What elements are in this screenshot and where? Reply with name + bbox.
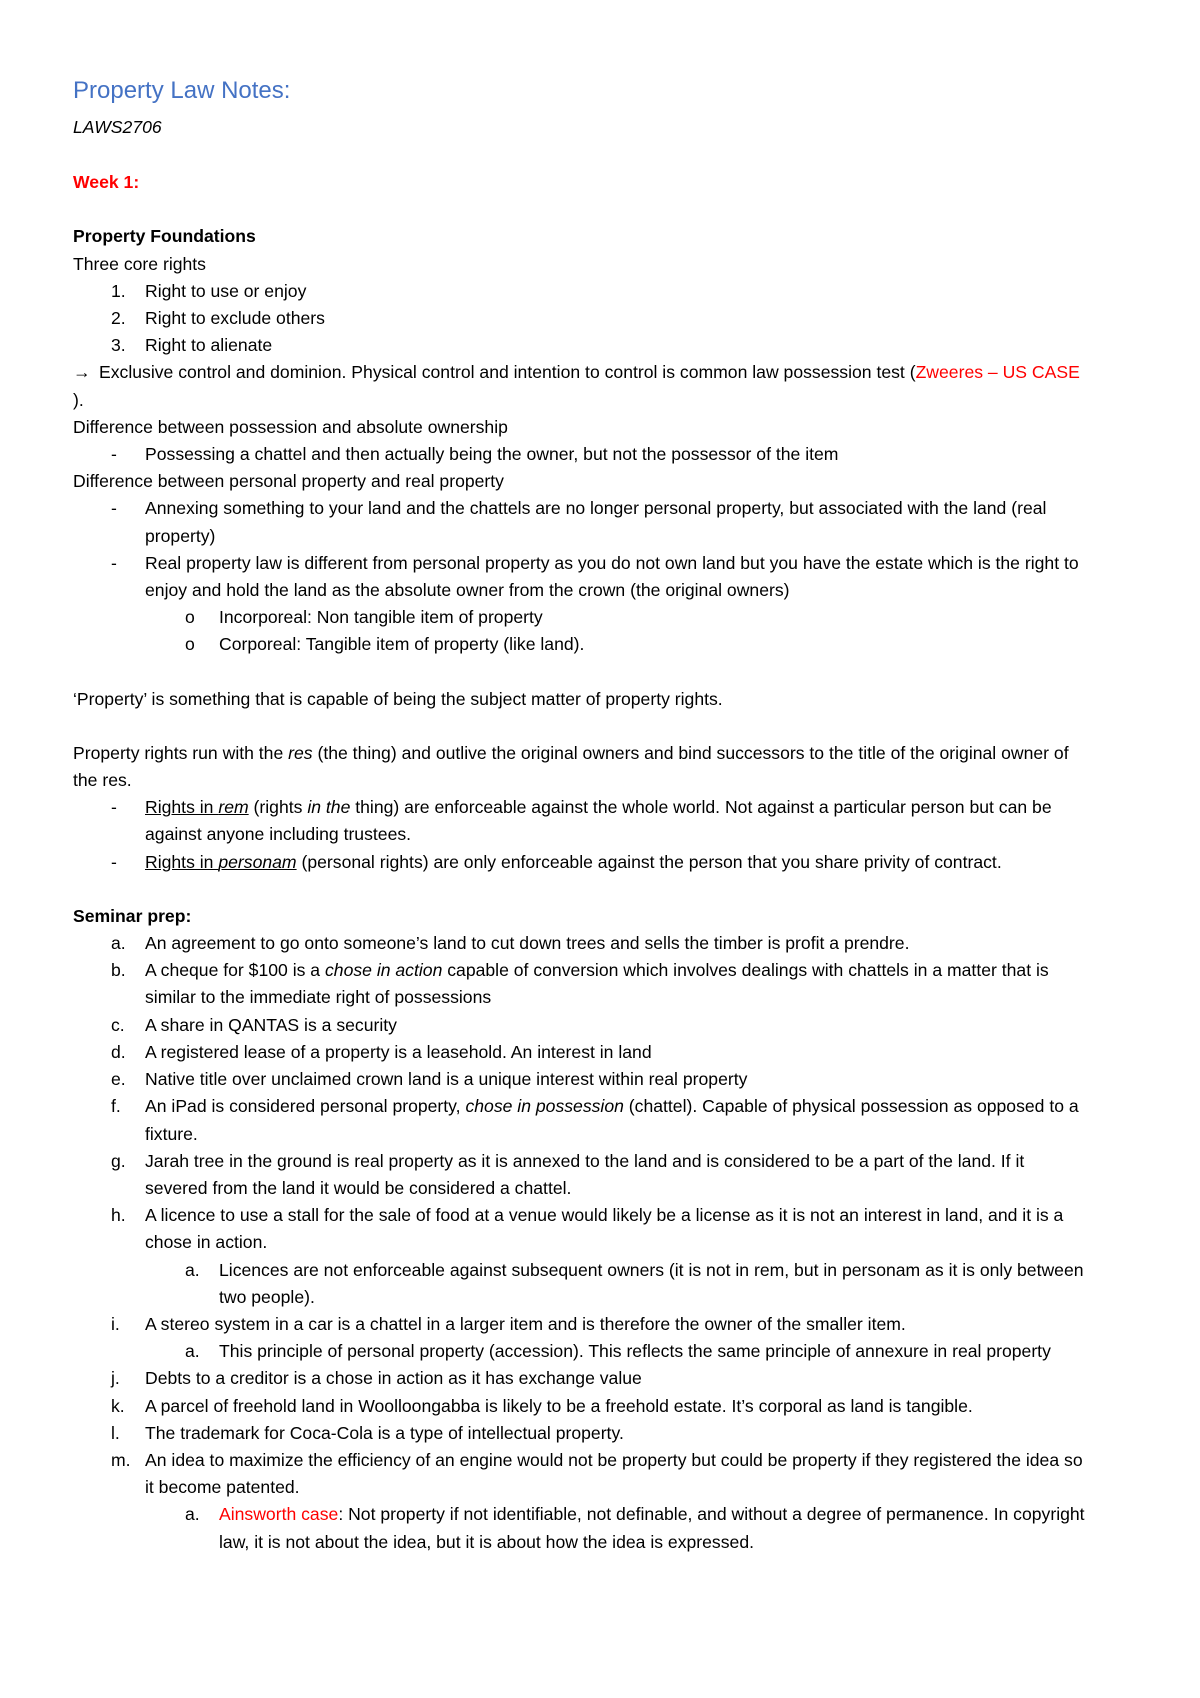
list-marker: - [111,498,117,519]
list-marker: i. [111,1313,120,1334]
possession-test-line [73,359,1090,413]
list-item [73,1066,1090,1093]
section-heading: Property Foundations [73,226,256,247]
paragraph-text: (the thing) and outlive the original owners and bind successors to the title of the original owner of the res. [73,742,1069,791]
list-marker: b. [111,960,126,981]
list-item-rights-in-rem [73,794,1090,848]
core-rights-list [73,278,1090,360]
list-item-text: A registered lease of a property is a leasehold. An interest in land [145,1041,652,1062]
list-item [73,1447,1090,1501]
list-item [73,957,1090,1011]
list-subitem [73,1501,1090,1555]
list-item-text: An iPad is considered personal property, [145,1096,466,1117]
list-item-text: Incorporeal: Non tangible item of property [219,607,543,628]
arrow-right-icon: → [73,362,91,383]
page-title: Property Law Notes: [73,77,291,104]
course-code: LAWS2706 [73,117,162,137]
list-marker: f. [111,1096,121,1117]
list-marker: e. [111,1069,126,1090]
possession-ownership-heading: Difference between possession and absolute ownership [73,416,508,437]
list-item-text: : Not property if not identifiable, not definable, and without a degree of permanence. In copyright law, it is not about the idea, but it is about how the idea is expressed. [219,1504,1085,1552]
list-item-text: Corporeal: Tangible item of property (like land). [219,634,585,655]
week-heading: Week 1: [73,172,140,193]
list-marker: - [111,797,117,818]
list-marker: 2. [111,308,126,329]
list-item [73,930,1090,957]
list-item-text: (rights [248,797,308,818]
list-marker: j. [111,1368,120,1389]
property-rights-paragraph [73,740,1090,794]
italic-term: in the [307,797,351,818]
list-item-text: (personal rights) are only enforceable against the person that you share privity of contract. [296,851,1002,872]
list-marker: l. [111,1422,120,1443]
list-marker: k. [111,1395,125,1416]
list-marker: a. [185,1341,200,1362]
list-item-text: A cheque for $100 is a [145,960,325,981]
possession-test-end: ). [73,389,84,410]
list-marker: g. [111,1150,126,1171]
underlined-italic-term: rem [218,797,249,818]
list-subitem [73,1338,1090,1365]
list-item-text: Debts to a creditor is a chose in action as it has exchange value [145,1368,642,1389]
list-item [73,1393,1090,1420]
list-marker: a. [185,1504,200,1525]
underlined-term: Rights in [145,851,219,872]
seminar-heading: Seminar prep: [73,905,192,926]
list-item [73,305,1090,332]
list-item-text: Right to use or enjoy [145,280,307,301]
personal-real-heading: Difference between personal property and real property [73,471,504,492]
list-item [73,278,1090,305]
list-item [73,441,1090,468]
core-rights-intro: Three core rights [73,253,206,274]
list-item [73,1012,1090,1039]
paragraph-text: Property rights run with the [73,742,289,763]
seminar-list [73,930,1090,1556]
list-item-text: Jarah tree in the ground is real property as it is annexed to the land and is considered to be a part of the land. If it severed from the land it would be considered a chattel. [145,1150,1025,1198]
list-marker: d. [111,1041,126,1062]
list-item [73,1093,1090,1147]
list-item-text: An agreement to go onto someone’s land to cut down trees and sells the timber is profit a prendre. [145,933,910,954]
list-marker: o [185,607,195,628]
list-subitem [73,604,1090,631]
list-marker: 3. [111,335,126,356]
list-item [73,1420,1090,1447]
list-item [73,1365,1090,1392]
list-marker: - [111,552,117,573]
list-item-text: This principle of personal property (accession). This reflects the same principle of annexure in real property [219,1341,1051,1362]
list-item-text: Licences are not enforceable against subsequent owners (it is not in rem, but in personam as it is only between two people). [219,1259,1084,1307]
list-item-text: Right to alienate [145,335,273,356]
list-item-text: Possessing a chattel and then actually being the owner, but not the possessor of the item [145,444,839,465]
list-item-text: Annexing something to your land and the chattels are no longer personal property, but associated with the land (real property) [145,498,1047,546]
possession-test-text: Exclusive control and dominion. Physical control and intention to control is common law possession test ( [99,362,916,383]
case-reference: Zweeres – US CASE [915,362,1080,383]
underlined-italic-term: personam [218,851,297,872]
list-marker: - [111,444,117,465]
underlined-term: Rights in [145,797,219,818]
list-item [73,332,1090,359]
list-marker: o [185,634,195,655]
list-item-text: Native title over unclaimed crown land is a unique interest within real property [145,1069,748,1090]
list-item-text: A licence to use a stall for the sale of food at a venue would likely be a license as it is not an interest in land, and it is a chose in action. [145,1205,1064,1253]
list-item-text: A parcel of freehold land in Woolloongabba is likely to be a freehold estate. It’s corporal as land is tangible. [145,1395,973,1416]
list-item-text: (chattel). Capable of physical possession as opposed to a fixture. [145,1096,1079,1144]
list-item [73,495,1090,549]
list-marker: a. [185,1259,200,1280]
list-item-text: thing) are enforceable against the whole world. Not against a particular person but can be against anyone including trustees. [145,797,1052,845]
list-item-text: Real property law is different from personal property as you do not own land but you have the estate which is the right to enjoy and hold the land as the absolute owner from the crown (the original owners) [145,552,1079,601]
list-item-text: The trademark for Coca-Cola is a type of intellectual property. [145,1422,624,1443]
case-reference: Ainsworth case [219,1504,339,1525]
list-item-rights-in-personam [73,849,1090,876]
list-item-text: A share in QANTAS is a security [145,1014,397,1035]
list-item [73,1202,1090,1256]
list-item [73,1311,1090,1338]
italic-term: res [288,742,313,763]
list-marker: c. [111,1014,125,1035]
italic-term: chose in possession [465,1096,624,1117]
list-subitem [73,631,1090,658]
list-marker: 1. [111,280,126,301]
property-definition: ‘Property’ is something that is capable of being the subject matter of property rights. [73,688,723,709]
list-item [73,1039,1090,1066]
italic-term: chose in action [324,960,443,981]
list-item-text: capable of conversion which involves dealings with chattels in a matter that is similar to the immediate right of possessions [145,960,1049,1008]
list-item-text: A stereo system in a car is a chattel in a larger item and is therefore the owner of the smaller item. [145,1313,906,1334]
list-marker: m. [111,1449,131,1470]
list-item-text: An idea to maximize the efficiency of an engine would not be property but could be property if they registered the idea so it become patented. [145,1449,1083,1498]
list-item [73,1148,1090,1202]
list-subitem [73,1257,1090,1311]
list-item [73,550,1090,604]
list-item-text: Right to exclude others [145,308,325,329]
list-marker: - [111,851,117,872]
list-marker: h. [111,1205,126,1226]
list-marker: a. [111,933,126,954]
